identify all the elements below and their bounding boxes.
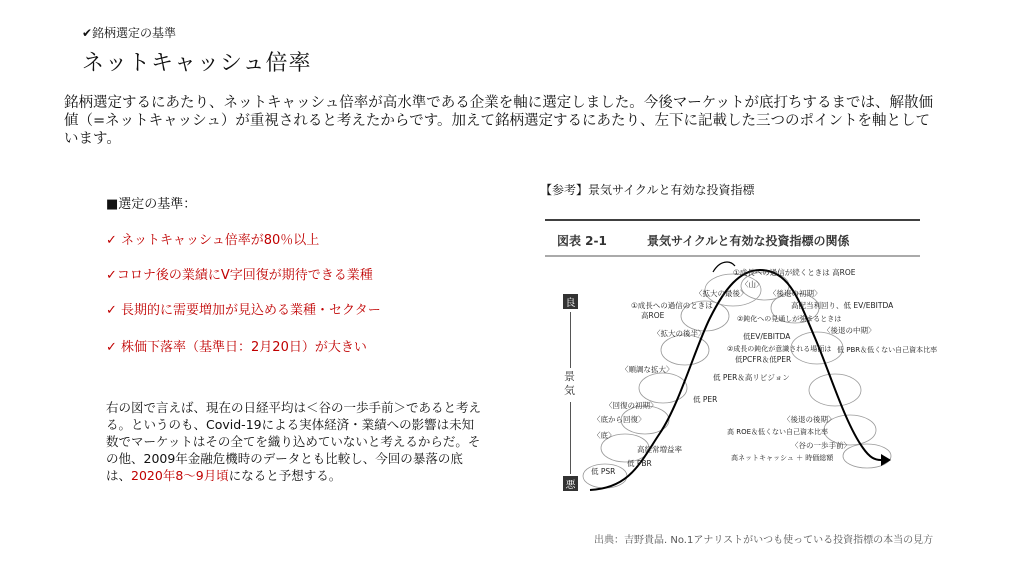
forecast-note xyxy=(106,399,486,484)
criteria-item: ✓ ネットキャッシュ倍率が80％以上 xyxy=(106,233,320,248)
figure-title: 景気サイクルと有効な投資指標の関係 xyxy=(647,234,850,248)
ann-peak: 〈山〉 xyxy=(741,280,764,289)
ann-bottom-recovery: 〈底から回復〉 xyxy=(593,415,646,424)
ann-growth-trust: ①成長への過信のときは xyxy=(631,301,713,310)
ann-low-psr: 低 PSR xyxy=(591,467,616,476)
axis-label-1: 景 xyxy=(564,370,575,383)
axis-good-label: 良 xyxy=(565,298,576,309)
business-cycle-figure xyxy=(545,208,938,500)
intro-paragraph: 銘柄選定するにあたり、ネットキャッシュ倍率が高水準である企業を軸に選定しました。今後マーケットが底打ちするまでは、解散価値（=ネットキャッシュ）が重視されると考えたからです。加えて銘柄選定するにあたり、左下に記載した三つのポイントを軸としています。 xyxy=(64,95,933,147)
reference-caption: 【参考】景気サイクルと有効な投資指標 xyxy=(540,183,755,197)
ann-recession-mid: 〈後退の中期〉 xyxy=(823,326,876,335)
criteria-heading: ■選定の基準： xyxy=(106,197,197,212)
note-text: 右の図で言えば、現在の日経平均は＜谷の一歩手前＞であると考える。というのも、Covid-19による実体経済・業績への影響は未知数でマーケットはその全てを織り込めていないと考えるからだ。その他、2009年金融危機時のデータとも比較し、今回の暴落の底は、 xyxy=(106,400,482,483)
ann-late-expansion: 〈拡大の最後〉 xyxy=(695,289,748,298)
ann-growth-slow: ②鈍化への見通しが強まるときは xyxy=(737,315,842,323)
ann-high-profit: 高配当利回り、低 EV/EBITDA xyxy=(791,301,894,310)
ann-high-net-cash: 高ネットキャッシュ ＋ 時価総額 xyxy=(731,454,834,462)
ann-bottom: 〈底〉 xyxy=(593,431,616,440)
ann-valley-step: 〈谷の一歩手前〉 xyxy=(791,441,851,450)
page-title: ネットキャッシュ倍率 xyxy=(82,51,312,76)
figure-label: 図表 2-1 xyxy=(557,234,607,248)
ann-recovery-early: 〈回復の初期〉 xyxy=(605,401,658,410)
ann-low-per-revision: 低 PER＆高リビジョン xyxy=(713,373,790,382)
ann-growth-slow-recog: ②成長の鈍化が意識される場面は xyxy=(727,345,832,353)
ann-low-per: 低 PER xyxy=(693,395,718,404)
breadcrumb: ✔銘柄選定の基準 xyxy=(82,26,177,40)
ann-ev-ebitda: 低EV/EBITDA xyxy=(743,332,791,341)
criteria-item: ✓ 長期的に需要増加が見込める業種・セクター xyxy=(106,303,381,318)
ann-high-normal-profit: 高経常増益率 xyxy=(637,445,682,454)
note-text-end: になると予想する。 xyxy=(228,468,342,483)
ann-top: ①成長への過信が続くときは 高ROE xyxy=(733,268,856,277)
ann-growth-trust-roe: 高ROE xyxy=(641,311,665,320)
ann-early-recession: 〈後退の初期〉 xyxy=(769,289,822,298)
ann-steady-expansion: 〈順調な拡大〉 xyxy=(621,365,674,374)
curve-arrowhead xyxy=(881,454,891,466)
ann-low-pbr: 低 PBR xyxy=(627,459,652,468)
note-highlight: 2020年8〜9月頃 xyxy=(131,468,229,483)
ann-recession-late: 〈後退の後期〉 xyxy=(783,415,836,424)
criteria-item: ✓ 株価下落率（基準日：2月20日）が大きい xyxy=(106,340,367,355)
ann-low-pbr-equity: 低 PBR＆低くない自己資本比率 xyxy=(837,346,938,354)
ann-low-pcfr-per: 低PCFR＆低PER xyxy=(735,355,792,364)
source-citation: 出典：吉野貴晶. No.1アナリストがいつも使っている投資指標の本当の見方 xyxy=(594,535,934,546)
ann-expansion-late-half: 〈拡大の後半〉 xyxy=(653,329,706,338)
ann-high-roe-equity: 高 ROE＆低くない自己資本比率 xyxy=(727,428,829,436)
axis-label-2: 気 xyxy=(564,384,575,397)
criteria-item: ✓コロナ後の業績にV字回復が期待できる業種 xyxy=(106,268,373,283)
axis-bad-label: 悪 xyxy=(565,480,576,491)
top-arrow xyxy=(713,262,735,272)
